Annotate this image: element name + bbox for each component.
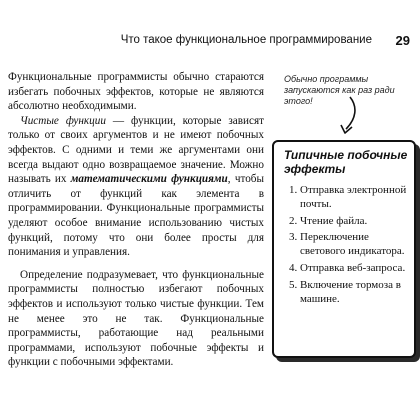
list-item: 3. Переключение светового индикатора.	[300, 231, 410, 259]
paragraph-2-text-a: — функции, которые зависят только от своих аргументов и не имеют побочных эффектов. С одними и теми же аргументами они всегда выдают одно возвращаемое значение. Можно называть их	[8, 114, 264, 186]
paragraph-3: Определение подразумевает, что функциональные программисты полностью избегают побочных эффектов и используют только чистые функции. Тем не менее это не так. Функциональные программисты, работающие над реальными программами, используют побочные эффекты и функции с побочными эффектами.	[8, 268, 264, 369]
paragraph-2	[8, 114, 264, 260]
list-item: 1. Отправка электронной почты.	[300, 184, 410, 212]
running-title: Что такое функциональное программирование	[120, 34, 372, 46]
paragraph-1: Функциональные программисты обычно стараются избегать побочных эффектов, которые не являются абсолютно необходимыми.	[8, 71, 264, 113]
callout-note: Обычно программы запускаются как раз ради этого!	[284, 74, 395, 106]
side-effects-list	[284, 184, 410, 309]
callout-arrow-icon	[328, 95, 368, 137]
list-item: 5. Включение тормоза в машине.	[300, 279, 410, 307]
term-pure-functions: Чистые функции	[20, 114, 106, 127]
page-number: 29	[395, 33, 410, 48]
paragraph-2-text-b: , чтобы отличить от функций как элемента в программировании. Функциональные программисты уделяют особое внимание использованию чистых функций, потому что они более просты для понимания и управления.	[8, 173, 264, 259]
list-item: 2. Чтение файла.	[300, 215, 410, 229]
term-math-functions: математическими функциями	[70, 173, 228, 186]
sidebar-title: Типичные побочные эффекты	[284, 148, 408, 176]
side-effects-box	[272, 140, 416, 358]
list-item: 4. Отправка веб-запроса.	[300, 262, 410, 276]
body-text	[8, 70, 264, 370]
page-header	[0, 34, 420, 52]
